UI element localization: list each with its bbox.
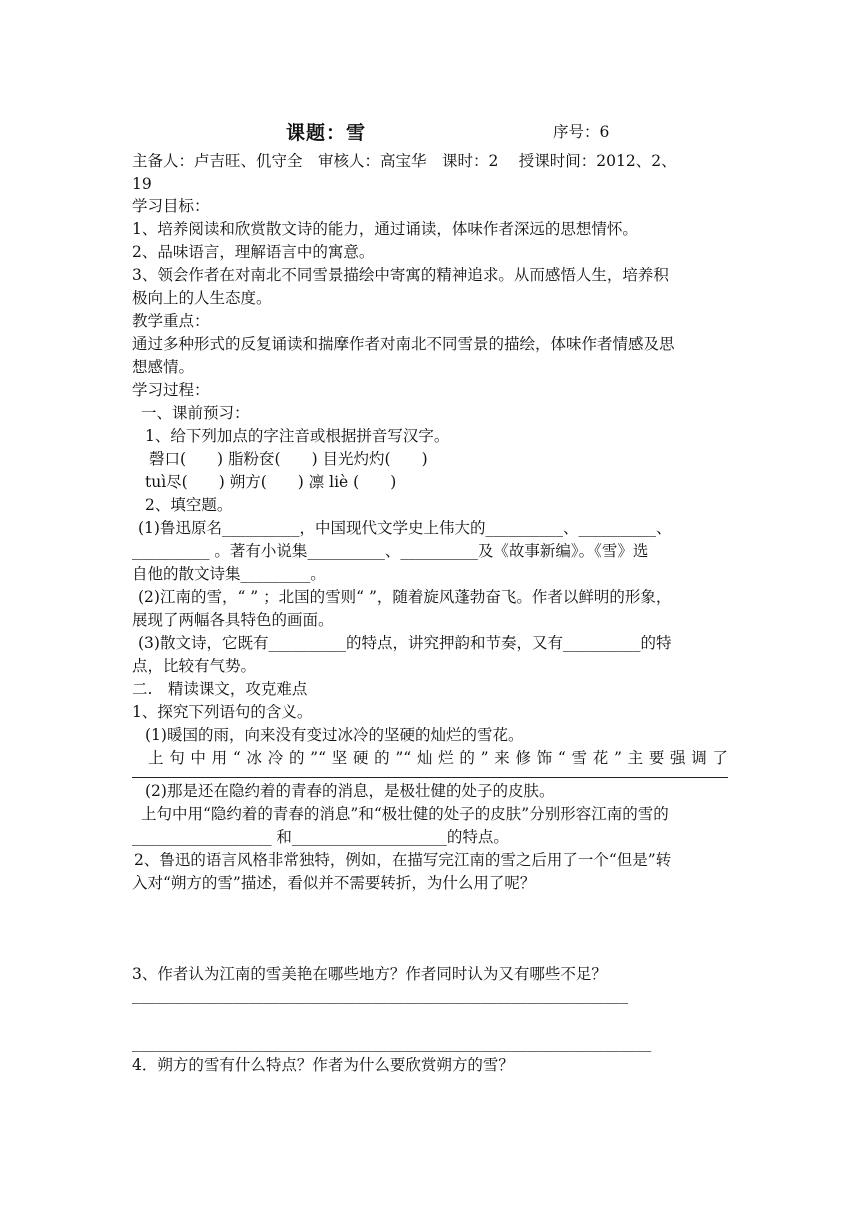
question-2b-cont: 入对“朔方的雪”描述，看似并不需要转折，为什么用了呢？ bbox=[132, 874, 536, 892]
answer-line: ________________________________________________________________ bbox=[132, 986, 628, 1004]
staff-line: 主备人：卢吉旺、仉守全 审核人：高宝华 课时：2 授课时间：2012、2、 bbox=[132, 152, 677, 170]
sentence: (1)暖国的雨，向来没有变过冰冷的坚硬的灿烂的雪花。 bbox=[145, 726, 524, 744]
question-3: 3、作者认为江南的雪美艳在哪些地方？作者同时认为又有哪些不足？ bbox=[132, 965, 607, 983]
focus-heading: 教学重点： bbox=[132, 312, 210, 330]
goal-item: 1、培养阅读和欣赏散文诗的能力，通过诵读，体味作者深远的思想情怀。 bbox=[132, 220, 638, 238]
fill-line: (1)鲁迅原名__________，中国现代文学史上伟大的__________、__________、 bbox=[138, 519, 672, 537]
answer-line bbox=[132, 777, 728, 778]
staff-line-cont: 19 bbox=[132, 175, 152, 193]
question-1: 1、给下列加点的字注音或根据拼音写汉字。 bbox=[145, 427, 450, 445]
answer-line: ___________________________________________________________________ bbox=[132, 1034, 652, 1052]
reading-sub: 1、探究下列语句的含义。 bbox=[132, 703, 313, 721]
serial-number: 序号：6 bbox=[553, 123, 610, 141]
fill-line: 自他的散文诗集_________。 bbox=[132, 565, 326, 583]
goal-item: 3、领会作者在对南北不同雪景描绘中寄寓的精神追求。从而感悟人生，培养积 bbox=[132, 266, 669, 284]
pinyin-row: 磬口( ) 脂粉奁( ) 目光灼灼( ) bbox=[149, 450, 428, 468]
fill-line: __________ 。著有小说集__________、__________及《故事新编》。《雪》选 bbox=[132, 542, 649, 560]
question-2: 2、填空题。 bbox=[145, 496, 233, 514]
sentence: (2)那是还在隐约着的青春的消息，是极壮健的处子的皮肤。 bbox=[145, 782, 555, 800]
reading-heading: 二. 精读课文，攻克难点 bbox=[132, 680, 308, 698]
goals-heading: 学习目标： bbox=[132, 197, 210, 215]
focus-line: 通过多种形式的反复诵读和揣摩作者对南北不同雪景的描绘，体味作者情感及思 bbox=[132, 335, 675, 353]
fill-line: __________________ 和____________________的特点。 bbox=[132, 828, 509, 846]
focus-line: 想感情。 bbox=[132, 358, 195, 376]
question-4: 4．朔方的雪有什么特点？作者为什么要欣赏朔方的雪？ bbox=[132, 1056, 514, 1074]
fill-line: (3)散文诗，它既有__________的特点，讲究押韵和节奏，又有__________的特 bbox=[138, 634, 672, 652]
page-title: 课题：雪 bbox=[286, 122, 367, 144]
sentence-question: 上句中用“隐约着的青春的消息”和“极壮健的处子的皮肤”分别形容江南的雪的 bbox=[141, 805, 669, 823]
goal-item: 2、品味语言，理解语言中的寓意。 bbox=[132, 243, 375, 261]
pinyin-row: tuì尽( ) 朔方( ) 凛 liè ( ) bbox=[145, 473, 397, 491]
process-heading: 学习过程： bbox=[132, 381, 210, 399]
fill-line: 展现了两幅各具特色的画面。 bbox=[132, 611, 334, 629]
question-2b: 2、鲁迅的语言风格非常独特，例如，在描写完江南的雪之后用了一个“但是”转 bbox=[134, 851, 672, 869]
fill-line: (2)江南的雪，“ ” ；北国的雪则“ ”，随着旋风蓬勃奋飞。作者以鲜明的形象， bbox=[138, 588, 672, 606]
fill-line: 点，比较有气势。 bbox=[132, 657, 257, 675]
preview-heading: 一、课前预习： bbox=[141, 404, 250, 422]
sentence-question: 上句中用“冰冷的”“坚硬的”“灿烂的”来修饰“雪花”主要强调了 bbox=[148, 749, 728, 767]
goal-item: 极向上的人生态度。 bbox=[132, 289, 272, 307]
